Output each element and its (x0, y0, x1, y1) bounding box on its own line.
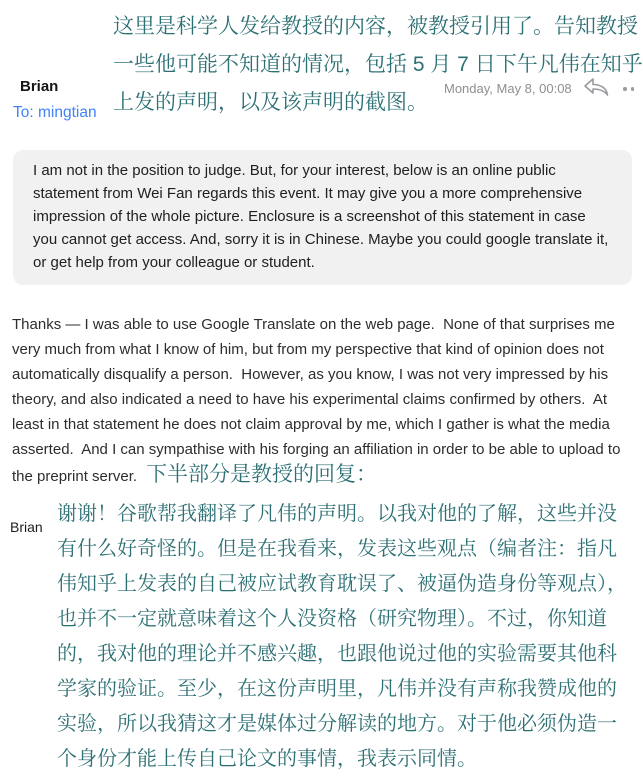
translated-reply-line: 伟知乎上发表的自己被应试教育耽误了、被逼伪造身份等观点）， (57, 567, 627, 602)
reply-body-text: Thanks — I was able to use Google Translate on the web page. None of that surprises me very much from what I know of him, but from my perspective that kind of opinion does not automatically disqualify a person. However, as you know, I was not very impressed by his theory, and also indicated a need to have his experimental claims confirmed by others. At least in that statement he does not claim approval by me, which I gather is what the media asserted. And I can sympathise with his forging an affiliation in order to be able to upload to the preprint server. (12, 316, 625, 485)
translated-reply-line: 的，我对他的理论并不感兴趣，也跟他说过他的实验需要其他科 (57, 637, 627, 672)
annotation-line: 一些他可能不知道的情况，包括 5 月 7 日下午凡伟在知乎 (113, 46, 643, 84)
annotation-line: 这里是科学人发给教授的内容，被教授引用了。告知教授 (113, 8, 643, 46)
recipient-link[interactable]: To: mingtian (13, 104, 97, 122)
translated-reply-line: 个身份才能上传自己论文的事情，我表示同情。 (57, 742, 627, 777)
reply-sender-label: Brian (10, 519, 43, 535)
annotation-line: 上发的声明，以及该声明的截图。 (113, 84, 643, 122)
translated-reply (57, 497, 627, 777)
translated-reply-line: 谢谢！谷歌帮我翻译了凡伟的声明。以我对他的了解，这些并没 (57, 497, 627, 532)
reply-icon[interactable] (583, 78, 609, 96)
reply-body (12, 312, 634, 489)
annotation-top-note (113, 8, 643, 122)
translated-reply-line: 有什么好奇怪的。但是在我看来，发表这些观点（编者注：指凡 (57, 532, 627, 567)
quoted-message: I am not in the position to judge. But, for your interest, below is an online public statement from Wei Fan regards this event. It may give you a more comprehensive impression of the whole picture. Enclosure is a screenshot of this statement in case you cannot get access. And, sorry it is in Chinese. Maybe you could google translate it, or get help from your colleague or student. (13, 150, 632, 285)
annotation-mid-note: 下半部分是教授的回复： (146, 463, 377, 486)
timestamp: Monday, May 8, 00:08 (444, 81, 572, 96)
translated-reply-line: 实验，所以我猜这才是媒体过分解读的地方。对于他必须伪造一 (57, 707, 627, 742)
translated-reply-line: 学家的验证。至少，在这份声明里，凡伟并没有声称我赞成他的 (57, 672, 627, 707)
sender-name[interactable]: Brian (20, 78, 58, 95)
translated-reply-line: 也并不一定就意味着这个人没资格（研究物理）。不过，你知道 (57, 602, 627, 637)
more-options-icon[interactable] (623, 87, 634, 91)
